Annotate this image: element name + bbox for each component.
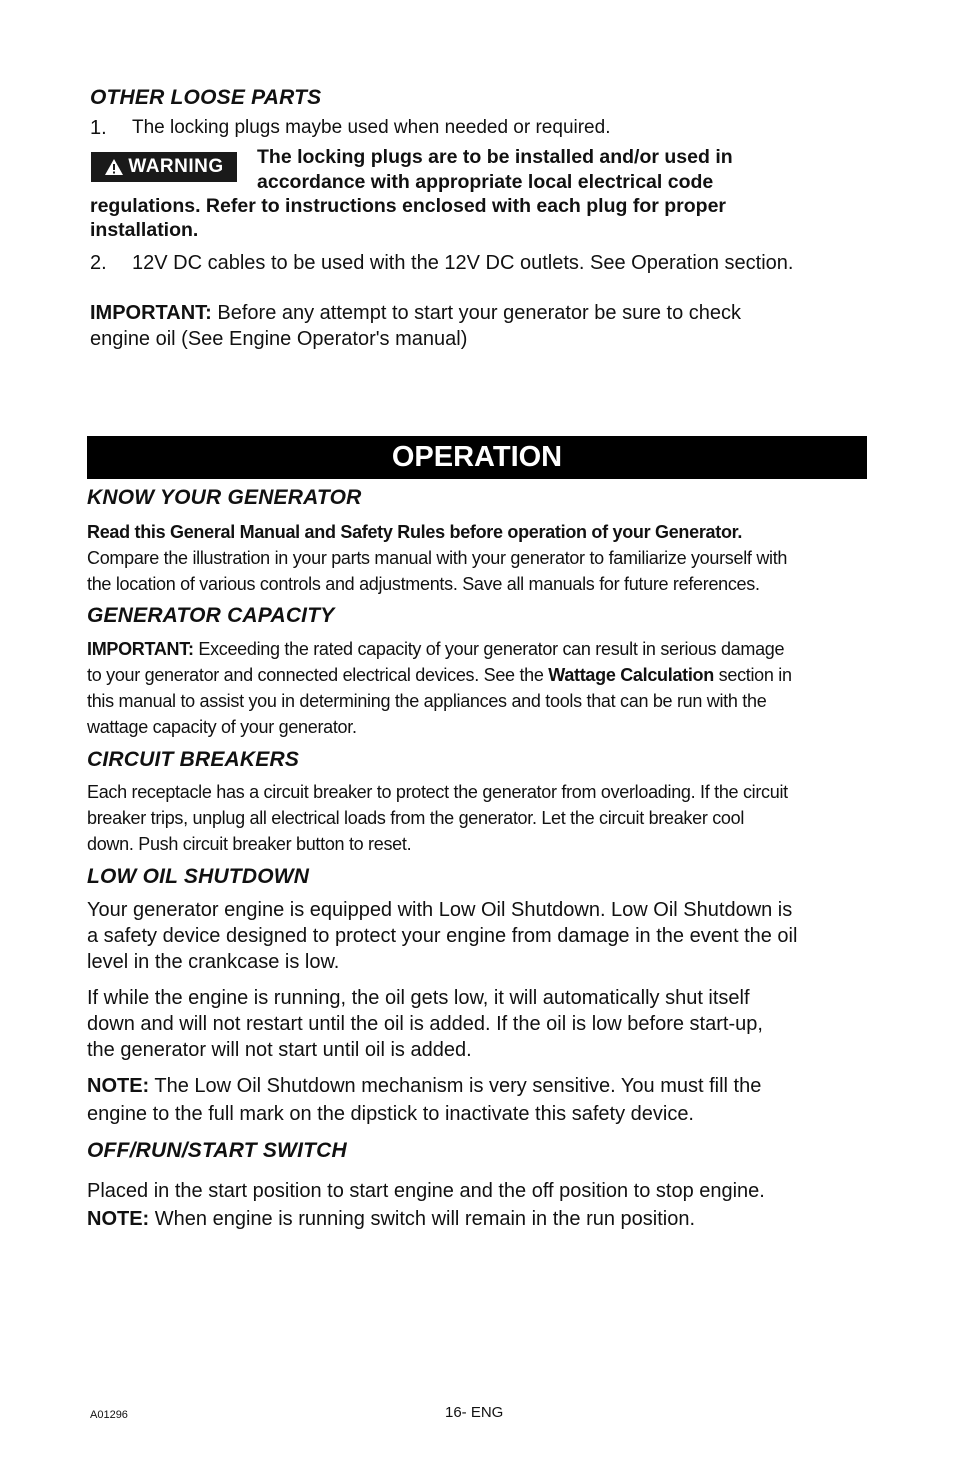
- page-number: 16- ENG: [445, 1404, 504, 1421]
- know-your-generator-text: [87, 519, 787, 597]
- capacity-line-4: wattage capacity of your generator.: [87, 717, 357, 737]
- heading-other-loose-parts: OTHER LOOSE PARTS: [90, 86, 322, 109]
- important-line-1: Before any attempt to start your generator be sure to check: [211, 302, 742, 324]
- warning-line-1: The locking plugs are to be installed and/or used in: [257, 146, 733, 168]
- switch-line-1: Placed in the start position to start engine and the off position to stop engine.: [87, 1180, 765, 1202]
- low-oil-p2-line-1: If while the engine is running, the oil gets low, it will automatically shut itself: [87, 987, 750, 1009]
- low-oil-note-label: NOTE:: [87, 1075, 150, 1097]
- warning-line-2: accordance with appropriate local electrical code: [257, 171, 714, 193]
- switch-text: [87, 1177, 765, 1233]
- generator-capacity-text: [87, 636, 792, 740]
- know-line-3: the location of various controls and adjustments. Save all manuals for future references.: [87, 574, 760, 594]
- breakers-line-1: Each receptacle has a circuit breaker to protect the generator from overloading. If the circuit: [87, 782, 788, 802]
- important-note-top: [90, 300, 741, 352]
- operation-title: OPERATION: [391, 441, 563, 473]
- heading-low-oil-shutdown: LOW OIL SHUTDOWN: [87, 865, 310, 888]
- warning-triangle-icon: [104, 158, 124, 176]
- switch-note-text: When engine is running switch will remain in the run position.: [149, 1208, 696, 1230]
- important-label: IMPORTANT:: [90, 302, 212, 324]
- low-oil-note-line-2: engine to the full mark on the dipstick to inactivate this safety device.: [87, 1103, 694, 1125]
- wattage-calculation-ref: Wattage Calculation: [548, 665, 714, 685]
- circuit-breakers-text: [87, 779, 788, 857]
- warning-line-4: installation.: [90, 219, 199, 241]
- heading-off-run-start-switch: OFF/RUN/START SWITCH: [87, 1139, 347, 1162]
- operation-section-bar: [87, 436, 867, 479]
- low-oil-p1-line-1: Your generator engine is equipped with Low Oil Shutdown. Low Oil Shutdown is: [87, 899, 793, 921]
- list-item-1: The locking plugs maybe used when needed or required.: [132, 117, 611, 138]
- important-line-2: engine oil (See Engine Operator's manual): [90, 328, 468, 350]
- know-line-2: Compare the illustration in your parts manual with your generator to familiarize yourself with: [87, 548, 788, 568]
- capacity-line-2a: to your generator and connected electrical devices. See the: [87, 665, 549, 685]
- warning-line-3: regulations. Refer to instructions enclosed with each plug for proper: [90, 195, 726, 217]
- document-code: A01296: [90, 1409, 128, 1421]
- warning-text-continued: [90, 194, 726, 242]
- list-item-2: 12V DC cables to be used with the 12V DC outlets. See Operation section.: [132, 252, 794, 274]
- warning-text-block: [257, 145, 733, 195]
- low-oil-p2-line-2: down and will not restart until the oil is added. If the oil is low before start-up,: [87, 1013, 763, 1035]
- low-oil-note-line-1: The Low Oil Shutdown mechanism is very sensitive. You must fill the: [149, 1075, 762, 1097]
- heading-know-your-generator: KNOW YOUR GENERATOR: [87, 486, 362, 509]
- low-oil-paragraph-1: [87, 897, 797, 975]
- capacity-important-label: IMPORTANT:: [87, 639, 194, 659]
- know-bold-line: Read this General Manual and Safety Rules before operation of your Generator.: [87, 522, 743, 542]
- switch-note-label: NOTE:: [87, 1208, 150, 1230]
- warning-badge: [91, 152, 237, 182]
- breakers-line-2: breaker trips, unplug all electrical loads from the generator. Let the circuit breaker cool: [87, 808, 745, 828]
- breakers-line-3: down. Push circuit breaker button to reset.: [87, 834, 412, 854]
- capacity-line-1: Exceeding the rated capacity of your generator can result in serious damage: [193, 639, 785, 659]
- low-oil-note: [87, 1072, 761, 1128]
- list-number-2: 2.: [90, 252, 107, 274]
- heading-circuit-breakers: CIRCUIT BREAKERS: [87, 748, 300, 771]
- warning-label: WARNING: [128, 156, 224, 177]
- low-oil-p2-line-3: the generator will not start until oil is added.: [87, 1039, 472, 1061]
- list-number-1: 1.: [90, 117, 107, 139]
- low-oil-p1-line-2: a safety device designed to protect your engine from damage in the event the oil: [87, 925, 798, 947]
- capacity-line-3: this manual to assist you in determining the appliances and tools that can be run with the: [87, 691, 767, 711]
- capacity-line-2b: section in: [713, 665, 792, 685]
- heading-generator-capacity: GENERATOR CAPACITY: [87, 604, 335, 627]
- low-oil-paragraph-2: [87, 985, 763, 1063]
- low-oil-p1-line-3: level in the crankcase is low.: [87, 951, 340, 973]
